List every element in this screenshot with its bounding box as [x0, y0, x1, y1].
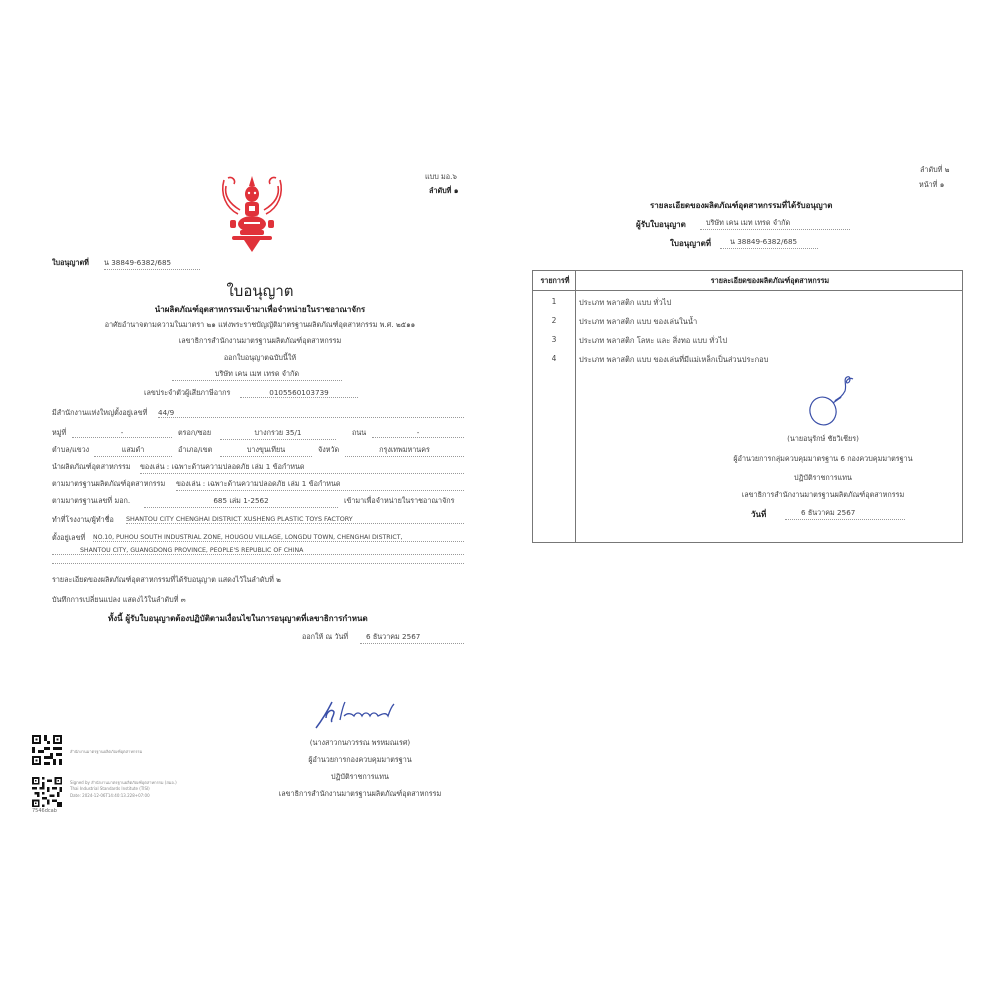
qr-code-1-caption: สำนักงานมาตรฐานผลิตภัณฑ์อุตสาหกรรม [70, 749, 143, 754]
table-header-detail: รายละเอียดของผลิตภัณฑ์อุตสาหกรรม [710, 276, 830, 285]
document-title: ใบอนุญาต [226, 282, 294, 300]
table-header-no: รายการที่ [540, 276, 570, 285]
district-label: อำเภอ/เขต [178, 445, 213, 454]
tax-id-label: เลขประจำตัวผู้เสียภาษีอากร [144, 388, 231, 397]
condition-note: ทั้งนี้ ผู้รับใบอนุญาตต้องปฏิบัติตามเงื่อนไขในการอนุญาตที่เลขาธิการกำหนด [108, 614, 368, 623]
soi-label: ตรอก/ซอย [178, 428, 212, 437]
moo-value: - [72, 428, 172, 438]
authority-line: อาศัยอำนาจตามความในมาตรา ๒๑ แห่งพระราชบัญญัติมาตรฐานผลิตภัณฑ์อุตสาหกรรม พ.ศ. ๒๕๑๑ [104, 320, 416, 329]
product-label: นำผลิตภัณฑ์อุตสาหกรรม [52, 462, 131, 471]
signer-name-1: (นางสาวกนกวรรณ พรหมณเรศ) [309, 738, 411, 747]
licensee-label: ผู้รับใบอนุญาต [636, 220, 686, 229]
qr-code-2-line-3: Date: 2024-12-06T14:40:13.228+07:00 [70, 793, 150, 798]
qr-code-2-line-2: Thai Industrial Standards Institute (TISI) [70, 786, 150, 791]
signature-2 [803, 373, 863, 433]
address-line-2: SHANTOU CITY, GUANGDONG PROVINCE, PEOPLE'S REPUBLIC OF CHINA [52, 547, 464, 555]
standard-label: ตามมาตรฐานผลิตภัณฑ์อุตสาหกรรม [52, 479, 166, 488]
sequence-label: ลำดับที่ ๑ [429, 186, 459, 195]
product-details-table [532, 270, 963, 543]
licensee-value: บริษัท เคน เมท เทรด จำกัด [700, 218, 850, 230]
row-no: 1 [551, 297, 557, 306]
subdistrict-value: แสมดำ [94, 445, 172, 457]
details-title: รายละเอียดของผลิตภัณฑ์อุตสาหกรรมที่ได้รับอนุญาต [650, 201, 833, 210]
company-name: บริษัท เคน เมท เทรด จำกัด [172, 369, 342, 381]
signature-1 [312, 698, 402, 736]
date-value: 6 ธันวาคม 2567 [785, 508, 905, 520]
signer-title-1c: เลขาธิการสำนักงานมาตรฐานผลิตภัณฑ์อุตสาหกรรม [278, 789, 442, 798]
row-no: 4 [551, 354, 557, 363]
row-detail: ประเภท พลาสติก โลหะ และ สิ่งทอ แบบ ทั่วไป [579, 336, 728, 345]
row-detail: ประเภท พลาสติก แบบ ของเล่นในน้ำ [579, 317, 698, 326]
signer-title-2a: ผู้อำนวยการกลุ่มควบคุมมาตรฐาน 6 กองควบคุมมาตรฐาน [733, 454, 913, 463]
license-no-label: ใบอนุญาตที่ [52, 258, 89, 267]
date-label: วันที่ [751, 510, 767, 519]
std-no-label: ตามมาตรฐานเลขที่ มอก. [52, 496, 131, 505]
form-code: แบบ มอ.๖ [425, 172, 457, 181]
document-subtitle: นำผลิตภัณฑ์อุตสาหกรรมเข้ามาเพื่อจำหน่ายในราชอาณาจักร [154, 305, 366, 314]
province-value: กรุงเทพมหานคร [345, 445, 464, 457]
sequence-label-2: ลำดับที่ ๒ [920, 165, 950, 174]
district-value: บางขุนเทียน [220, 445, 312, 457]
details-note: รายละเอียดของผลิตภัณฑ์อุตสาหกรรมที่ได้รับอนุญาต แสดงไว้ในลำดับที่ ๒ [52, 575, 281, 584]
signer-title-1a: ผู้อำนวยการกองควบคุมมาตรฐาน [308, 755, 412, 764]
product-details-page [500, 0, 1000, 1000]
row-no: 2 [551, 316, 557, 325]
qr-code-2-line-1: Signed by สำนักงานมาตรฐานผลิตภัณฑ์อุตสาหกรรม (สมอ.) [70, 780, 177, 785]
license-no-label-2: ใบอนุญาตที่ [670, 239, 712, 248]
factory-value: SHANTOU CITY CHENGHAI DISTRICT XUSHENG PLASTIC TOYS FACTORY [126, 515, 464, 524]
row-detail: ประเภท พลาสติก แบบ ทั่วไป [579, 298, 672, 307]
license-no-value: น 38849-6382/685 [104, 258, 200, 270]
issue-line: ออกใบอนุญาตฉบับนี้ให้ [223, 353, 297, 362]
garuda-emblem-icon [218, 172, 286, 254]
secretary-line: เลขาธิการสำนักงานมาตรฐานผลิตภัณฑ์อุตสาหกรรม [178, 336, 342, 345]
road-label: ถนน [352, 428, 367, 437]
hq-value: 44/9 [158, 408, 464, 418]
issued-label: ออกให้ ณ วันที่ [302, 632, 349, 641]
address-label: ตั้งอยู่เลขที่ [52, 533, 86, 542]
signer-name-2: (นายอนุรักษ์ ชัยวิเชียร) [787, 434, 859, 443]
qr-code-2-id: 7546dcab [32, 808, 57, 814]
issued-date: 6 ธันวาคม 2567 [360, 632, 464, 644]
row-no: 3 [551, 335, 557, 344]
moo-label: หมู่ที่ [52, 428, 67, 437]
address-line-1: NO.10, PUHOU SOUTH INDUSTRIAL ZONE, HOUGOU VILLAGE, LONGDU TOWN, CHENGHAI DISTRICT, [93, 534, 464, 542]
std-no-value: 685 เล่ม 1-2562 [144, 496, 338, 508]
soi-value: บางกรวย 35/1 [220, 428, 336, 440]
signer-title-2c: เลขาธิการสำนักงานมาตรฐานผลิตภัณฑ์อุตสาหกรรม [741, 490, 905, 499]
import-suffix: เข้ามาเพื่อจำหน่ายในราชอาณาจักร [344, 496, 455, 505]
blank-rule [52, 563, 464, 564]
changes-note: บันทึกการเปลี่ยนแปลง แสดงไว้ในลำดับที่ ๓ [52, 595, 186, 604]
qr-code-1-icon[interactable] [32, 735, 62, 765]
factory-label: ทำที่โรงงาน/ผู้ทำชื่อ [52, 515, 114, 524]
standard-value: ของเล่น : เฉพาะด้านความปลอดภัย เล่ม 1 ข้อกำหนด [176, 479, 464, 491]
hq-label: มีสำนักงานแห่งใหญ่ตั้งอยู่เลขที่ [52, 408, 148, 417]
license-no-value-2: น 38849-6382/685 [720, 237, 818, 249]
province-label: จังหวัด [318, 445, 340, 454]
signer-title-2b: ปฏิบัติราชการแทน [794, 473, 852, 482]
tax-id-value: 0105560103739 [240, 388, 358, 398]
subdistrict-label: ตำบล/แขวง [52, 445, 90, 454]
row-detail: ประเภท พลาสติก แบบ ของเล่นที่มีแม่เหล็กเป็นส่วนประกอบ [579, 355, 769, 364]
page-number: หน้าที่ ๑ [919, 180, 945, 189]
column-divider [575, 271, 576, 542]
road-value: - [372, 428, 464, 438]
header-divider [533, 290, 962, 291]
signer-title-1b: ปฏิบัติราชการแทน [331, 772, 389, 781]
product-value: ของเล่น : เฉพาะด้านความปลอดภัย เล่ม 1 ข้อกำหนด [140, 462, 464, 474]
qr-code-2-icon[interactable] [32, 777, 62, 807]
